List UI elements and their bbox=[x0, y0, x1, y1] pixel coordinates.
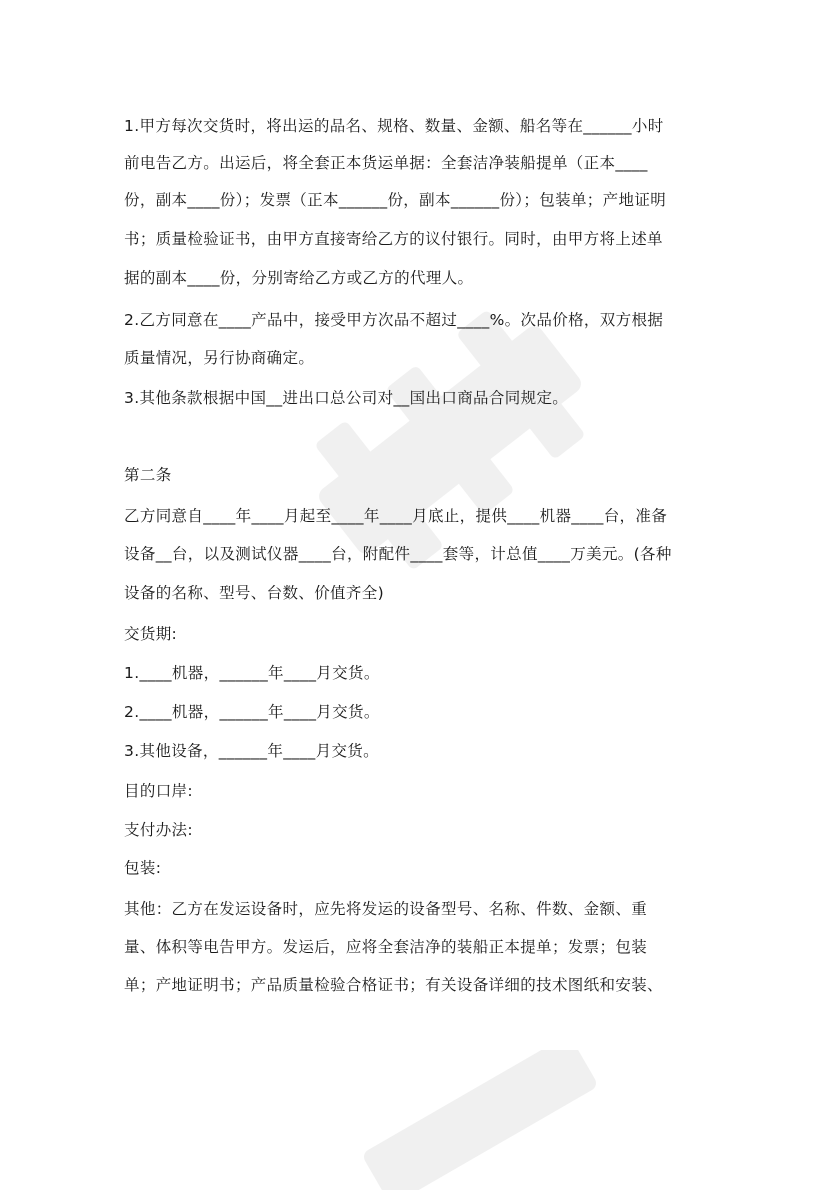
field-label: 包装: bbox=[124, 859, 162, 877]
paragraph-line: 量、体积等电告甲方。发运后，应将全套洁净的装船正本提单；发票；包装 bbox=[124, 938, 648, 956]
paragraph-line: 3.其他条款根据中国__进出口总公司对__国出口商品合同规定。 bbox=[124, 389, 569, 407]
field-label: 支付办法: bbox=[124, 821, 193, 839]
paragraph-line: 乙方同意自____年____月起至____年____月底止，提供____机器____台，准备 bbox=[124, 507, 668, 525]
paragraph-line: 据的副本____份，分别寄给乙方或乙方的代理人。 bbox=[124, 269, 474, 287]
field-label: 交货期: bbox=[124, 625, 178, 643]
paragraph-line: 1.甲方每次交货时，将出运的品名、规格、数量、金额、船名等在______小时 bbox=[124, 117, 664, 135]
section-heading: 第二条 bbox=[124, 466, 172, 484]
list-item: 3.其他设备，______年____月交货。 bbox=[124, 742, 379, 760]
list-item: 1.____机器，______年____月交货。 bbox=[124, 664, 380, 682]
watermark-logo-icon bbox=[330, 1050, 630, 1190]
field-label: 目的口岸: bbox=[124, 782, 193, 800]
paragraph-line: 设备的名称、型号、台数、价值齐全) bbox=[124, 584, 384, 602]
paragraph-line: 2.乙方同意在____产品中，接受甲方次品不超过____%。次品价格，双方根据 bbox=[124, 311, 664, 329]
paragraph-line: 其他：乙方在发运设备时，应先将发运的设备型号、名称、件数、金额、重 bbox=[124, 900, 648, 918]
paragraph-line: 前电告乙方。出运后，将全套正本货运单据：全套洁净装船提单（正本____ bbox=[124, 154, 648, 172]
paragraph-line: 质量情况，另行协商确定。 bbox=[124, 349, 315, 367]
list-item: 2.____机器，______年____月交货。 bbox=[124, 703, 380, 721]
paragraph-line: 设备__台，以及测试仪器____台，附配件____套等，计总值____万美元。(各种 bbox=[124, 545, 672, 563]
watermark-logo-icon bbox=[270, 250, 630, 630]
paragraph-line: 书；质量检验证书，由甲方直接寄给乙方的议付银行。同时，由甲方将上述单 bbox=[124, 230, 663, 248]
paragraph-line: 单；产地证明书；产品质量检验合格证书；有关设备详细的技术图纸和安装、 bbox=[124, 976, 663, 994]
paragraph-line: 份，副本____份）；发票（正本______份，副本______份）；包装单；产地证明 bbox=[124, 191, 667, 209]
